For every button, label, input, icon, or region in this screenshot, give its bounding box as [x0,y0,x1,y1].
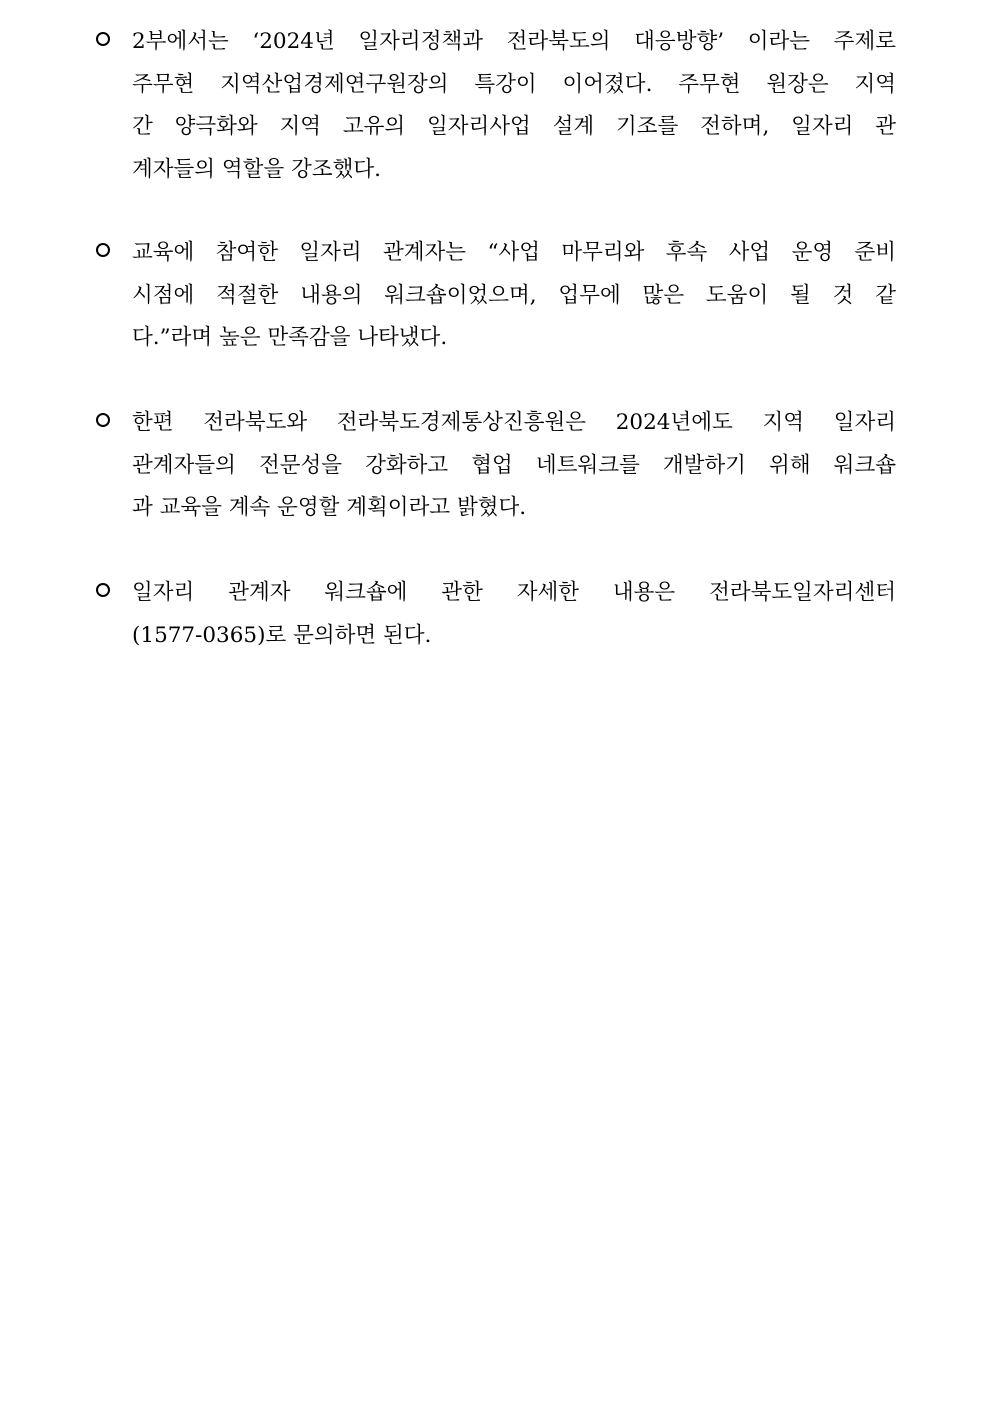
text-line: 한편 전라북도와 전라북도경제통상진흥원은 2024년에도 지역 일자리 [132,410,896,435]
text-line: 교육에 참여한 일자리 관계자는 “사업 마무리와 후속 사업 운영 준비 [132,240,896,265]
text-line: 주무현 지역산업경제연구원장의 특강이 이어졌다. 주무현 원장은 지역 [132,71,896,97]
text-line: 시점에 적절한 내용의 워크숍이었으며, 업무에 많은 도움이 될 것 같 [132,282,896,308]
text-line: 일자리 관계자 워크숍에 관한 자세한 내용은 전라북도일자리센터 [132,580,896,605]
paragraph-text [96,572,896,657]
text-line: 과 교육을 계속 운영할 계획이라고 밝혔다. [132,495,527,520]
circle-bullet-icon [96,413,110,427]
paragraph-participant-feedback [96,232,896,360]
text-line: 다.”라며 높은 만족감을 나타냈다. [132,325,448,350]
paragraph-text [96,402,896,530]
text-line: (1577-0365)로 문의하면 된다. [132,622,432,648]
text-line: 2부에서는 ‘2024년 일자리정책과 전라북도의 대응방향’ 이라는 주제로 [132,29,896,54]
paragraph-text [96,232,896,360]
text-line: 관계자들의 전문성을 강화하고 협업 네트워크를 개발하기 위해 워크숍 [132,452,896,478]
circle-bullet-icon [96,583,110,597]
paragraph-workshop-lecture [96,21,896,191]
paragraph-text [96,21,896,191]
circle-bullet-icon [96,32,110,46]
text-line: 계자들의 역할을 강조했다. [132,156,381,182]
text-line: 간 양극화와 지역 고유의 일자리사업 설계 기조를 전하며, 일자리 관 [132,114,896,139]
paragraph-contact-info [96,572,896,657]
paragraph-future-plan [96,402,896,530]
circle-bullet-icon [96,243,110,257]
